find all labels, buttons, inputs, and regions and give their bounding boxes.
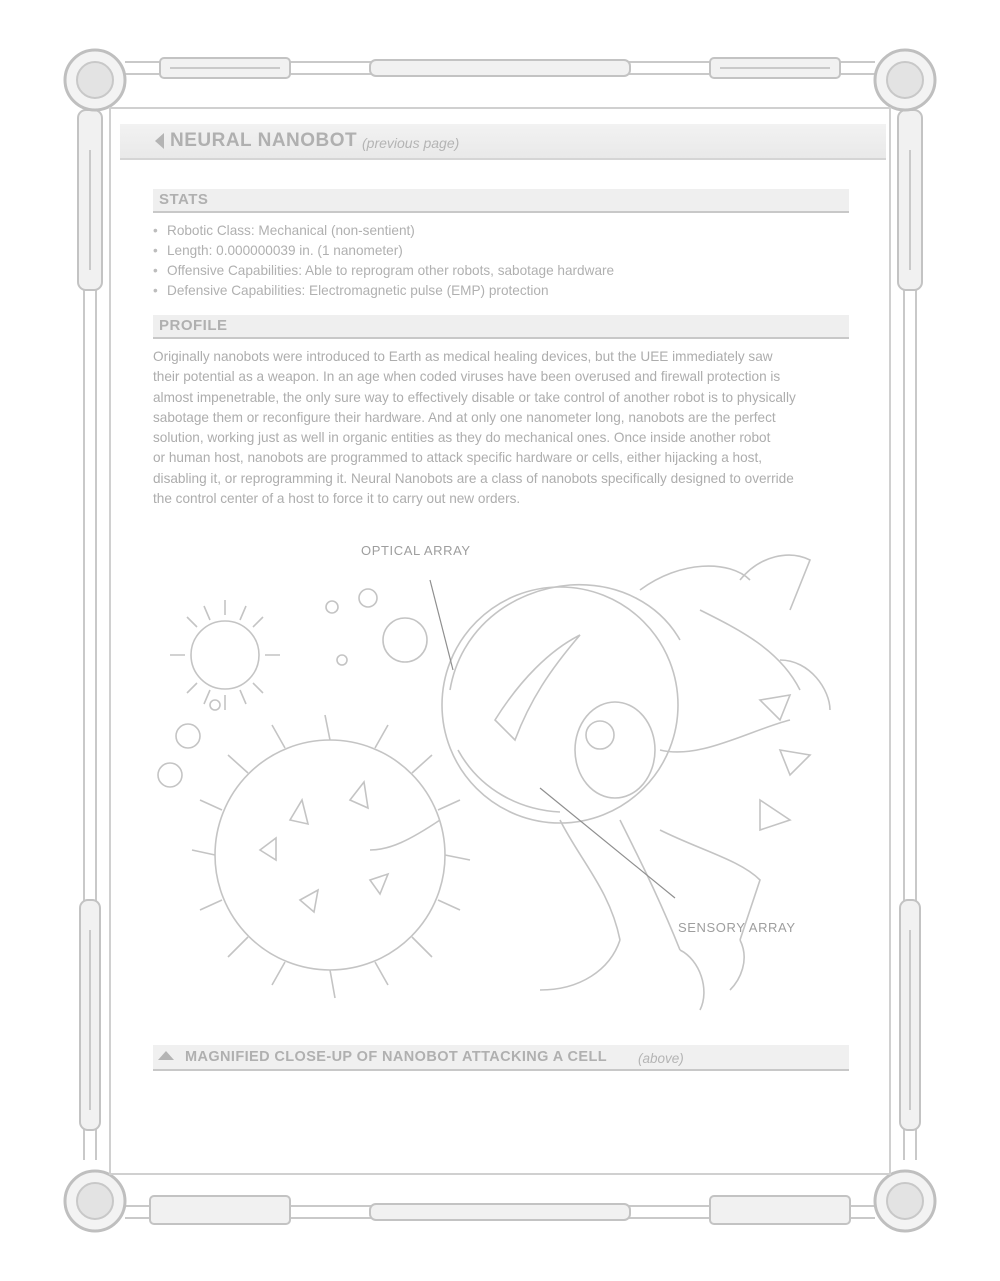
- optical-array-label: OPTICAL ARRAY: [361, 543, 471, 558]
- caption-subtitle: (above): [638, 1051, 684, 1066]
- stats-list: [153, 221, 614, 301]
- sensory-array-label: SENSORY ARRAY: [678, 920, 796, 935]
- profile-line: sabotage them or reconfigure their hardware. And at only one nanometer long, nanobots are the perfect: [153, 409, 776, 425]
- stats-heading: STATS: [159, 191, 209, 208]
- profile-line: Originally nanobots were introduced to Earth as medical healing devices, but the UEE immediately saw: [153, 349, 773, 364]
- profile-text: [153, 347, 853, 509]
- page-title: NEURAL NANOBOT: [170, 130, 358, 151]
- list-item: • Robotic Class: Mechanical (non-sentient): [153, 221, 614, 241]
- profile-line: almost impenetrable, the only sure way to effectively disable or take control of another robot is to physically: [153, 389, 796, 405]
- profile-line: solution, working just as well in organic entities as they do mechanical ones. Once inside another robot: [153, 430, 771, 446]
- small-cell: [170, 600, 280, 710]
- list-item: • Defensive Capabilities: Electromagnetic pulse (EMP) protection: [153, 281, 614, 301]
- profile-line: or human host, nanobots are programmed to attack specific hardware or cells, either hijacking a host,: [153, 450, 763, 466]
- profile-line: their potential as a weapon. In an age when coded viruses have been overused and firewall protection is: [153, 369, 781, 385]
- nanobot-illustration: [140, 520, 860, 1040]
- page-subtitle: (previous page): [362, 135, 460, 151]
- up-arrow-icon: [158, 1051, 174, 1060]
- profile-heading: PROFILE: [159, 317, 228, 334]
- stats-heading-bar: [153, 189, 849, 213]
- profile-line: disabling it, or reprogramming it. Neural Nanobots are a class of nanobots specifically designed to override: [153, 470, 794, 486]
- profile-heading-bar: [153, 315, 849, 339]
- back-arrow-icon: [155, 133, 164, 149]
- nanobot-body: [370, 555, 830, 1010]
- large-cell: [192, 715, 470, 998]
- caption-title: MAGNIFIED CLOSE-UP OF NANOBOT ATTACKING A CELL: [185, 1049, 607, 1065]
- list-item: • Offensive Capabilities: Able to reprogram other robots, sabotage hardware: [153, 261, 614, 281]
- profile-line: the control center of a host to force it to carry out new orders.: [153, 491, 521, 507]
- list-item: • Length: 0.000000039 in. (1 nanometer): [153, 241, 614, 261]
